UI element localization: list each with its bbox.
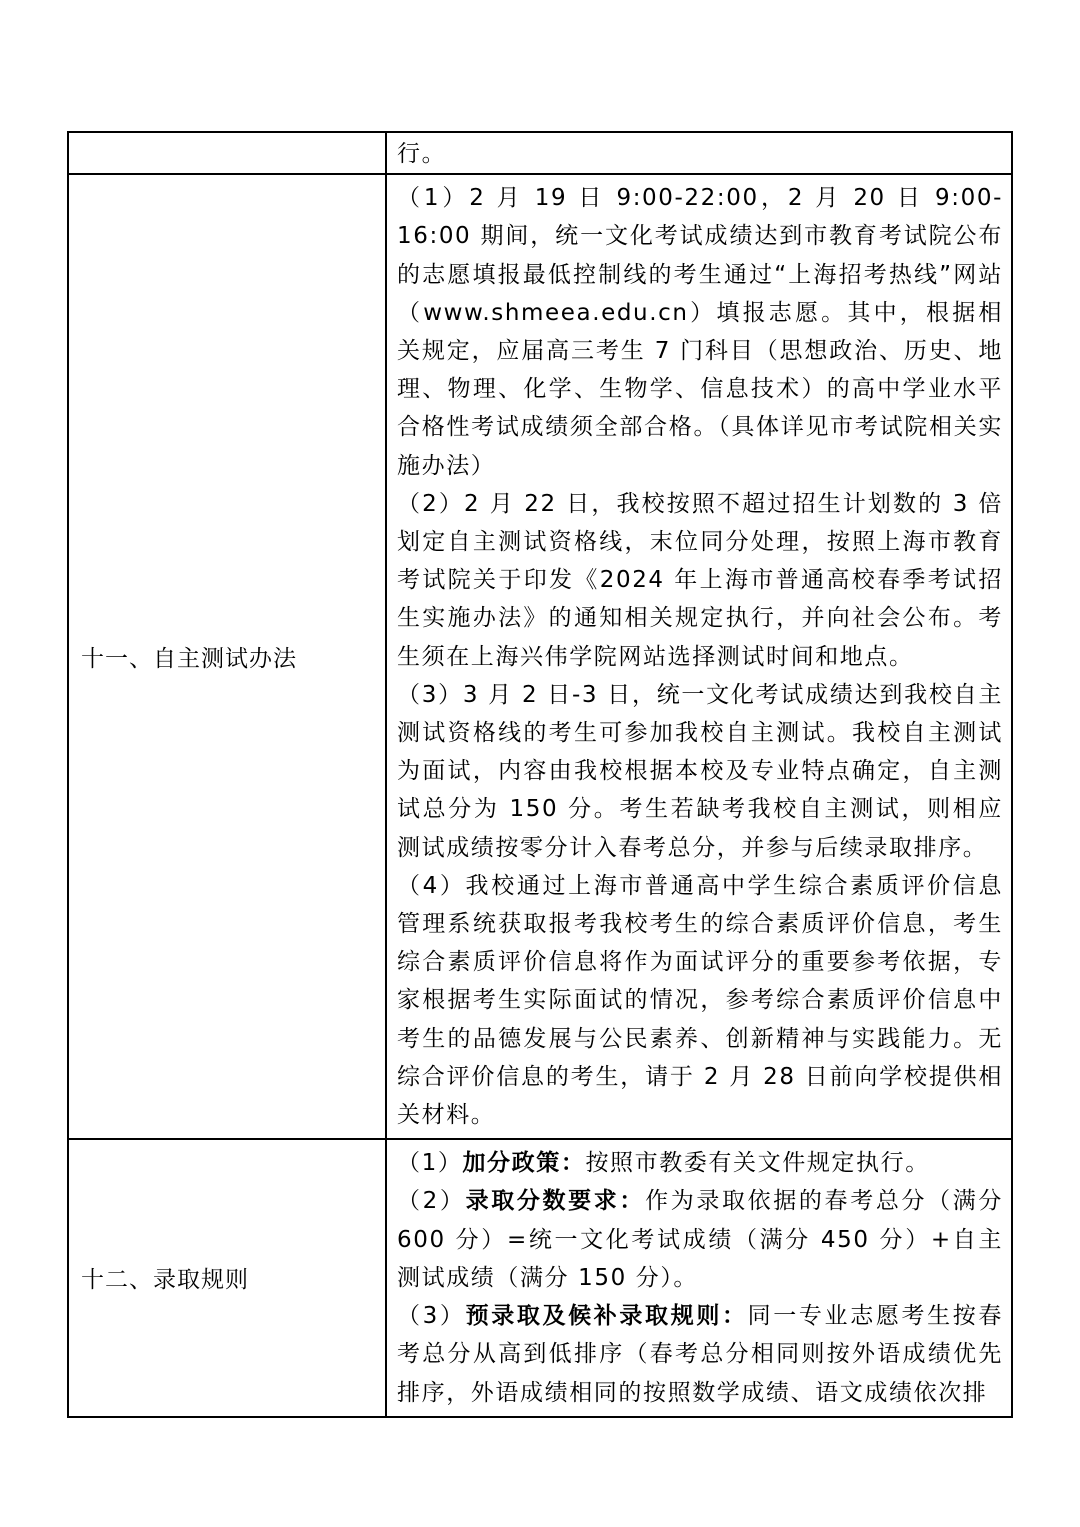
table-row [68,1139,1012,1416]
rule-item-2 [397,1182,1003,1297]
rule-prefix: （2） [397,1188,466,1215]
row-label-self-test: 十一、自主测试办法 [68,174,386,1139]
row-content [386,132,1012,174]
continued-text: 行。 [397,141,447,167]
paragraph-2: （2）2 月 22 日，我校按照不超过招生计划数的 3 倍划定自主测试资格线，末位同分处理，按照上海市教育考试院关于印发《2024 年上海市普通高校春季考试招生实施办法》的通知相关规定执行，并向社会公布。考生须在上海兴伟学院网站选择测试时间和地点。 [397,490,1003,670]
rule-prefix: （1） [397,1150,463,1177]
document-table [67,131,1013,1418]
table-row [68,132,1012,174]
row-content-admission-rules [386,1139,1012,1416]
row-content-self-test [386,174,1012,1139]
rule-item-3 [397,1297,1003,1412]
rule-item-1 [397,1144,1003,1182]
row-label [68,132,386,174]
rule-prefix: （3） [397,1303,466,1330]
paragraph-1: （1）2 月 19 日 9:00-22:00，2 月 20 日 9:00-16:00 期间，统一文化考试成绩达到市教育考试院公布的志愿填报最低控制线的考生通过“上海招考热线”网站（www.shmeea.edu.cn）填报志愿。其中，根据相关规定，应届高三考生 7 门科目（思想政治、历史、地理、物理、化学、生物学、信息技术）的高中学业水平合格性考试成绩须全部合格。（具体详见市考试院相关实施办法） [397,185,1003,479]
table-row [68,174,1012,1139]
rule-text: 作为录取依据的春考总分（满分 600 分）=统一文化考试成绩（满分 450 分）+自主测试成绩（满分 150 分）。 [397,1188,1004,1291]
paragraph-4: （4）我校通过上海市普通高中学生综合素质评价信息管理系统获取报考我校考生的综合素质评价信息，考生综合素质评价信息将作为面试评分的重要参考依据，专家根据考生实际面试的情况，参考综合素质评价信息中考生的品德发展与公民素养、创新精神与实践能力。无综合评价信息的考生，请于 2 月 28 日前向学校提供相关材料。 [397,872,1003,1129]
rule-heading: 预录取及候补录取规则： [465,1303,748,1330]
rule-heading: 录取分数要求： [465,1188,646,1215]
rule-text: 按照市教委有关文件规定执行。 [585,1150,930,1177]
rule-heading: 加分政策： [462,1150,586,1177]
paragraph-3: （3）3 月 2 日-3 日，统一文化考试成绩达到我校自主测试资格线的考生可参加我校自主测试。我校自主测试为面试，内容由我校根据本校及专业特点确定，自主测试总分为 150 分。考生若缺考我校自主测试，则相应测试成绩按零分计入春考总分，并参与后续录取排序。 [397,681,1003,861]
rule-text: 同一专业志愿考生按春考总分从高到低排序（春考总分相同则按外语成绩优先排序，外语成绩相同的按照数学成绩、语文成绩依次排 [397,1303,1003,1406]
row-label-admission-rules: 十二、录取规则 [68,1139,386,1416]
